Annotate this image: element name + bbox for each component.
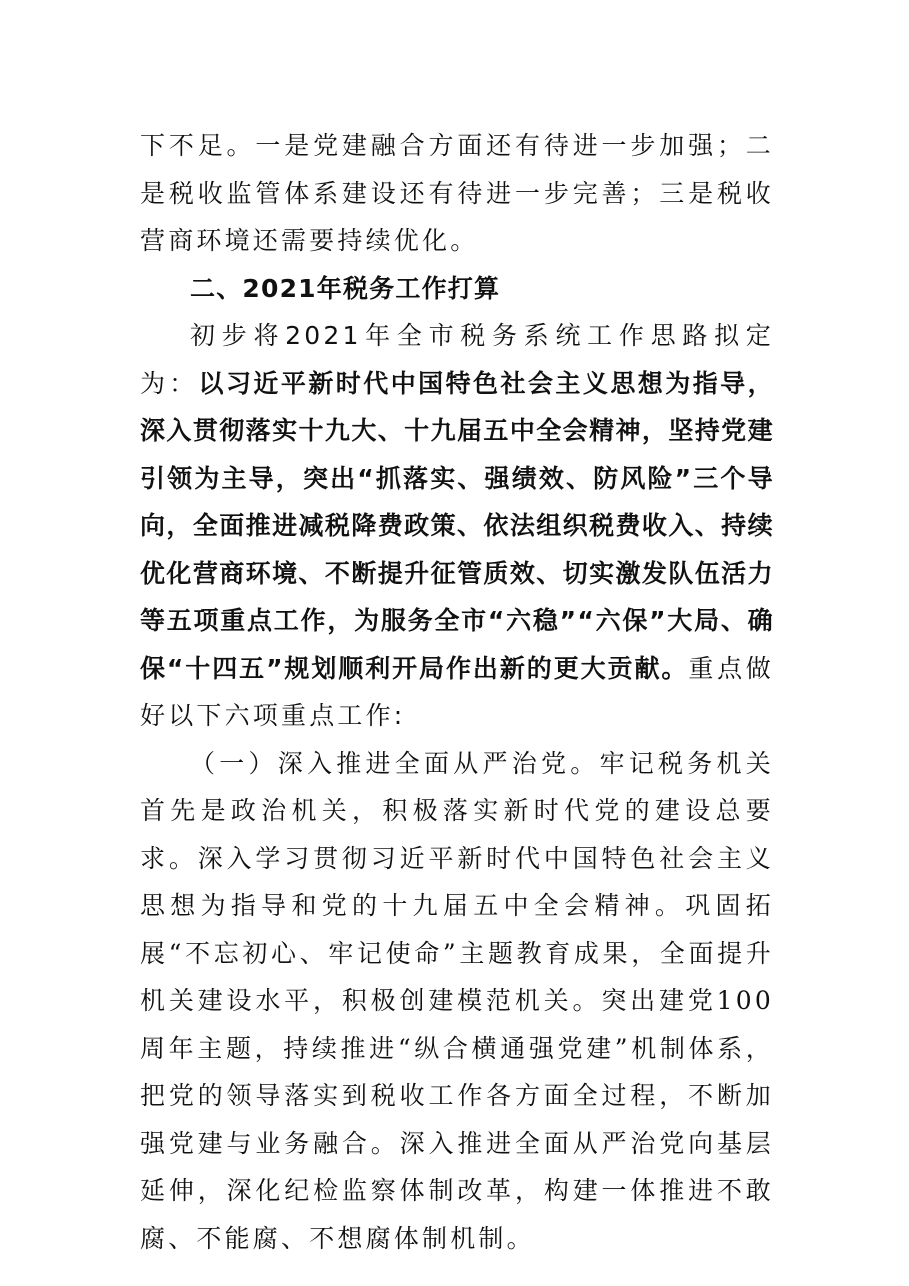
- paragraph-shortcomings: [140, 122, 774, 265]
- party-discipline-subheading: （一）深入推进全面从严治党。: [190, 748, 600, 778]
- section-heading-2021-plan: 二、2021年税务工作打算: [190, 273, 501, 303]
- party-discipline-body: 牢记税务机关首先是政治机关，积极落实新时代党的建设总要求。深入学习贯彻习近平新时代中国特色社会主义思想为指导和党的十九届五中全会精神。巩固拓展“不忘初心、牢记使命”主题教育成果，全面提升机关建设水平，积极创建模范机关。突出建党100周年主题，持续推进“纵合横通强党建”机制体系，把党的领导落实到税收工作各方面全过程，不断加强党建与业务融合。深入推进全面从严治党向基层延伸，深化纪检监察体制改革，构建一体推进不敢腐、不能腐、不想腐体制机制。: [140, 748, 774, 1253]
- paragraph-party-discipline: [140, 740, 774, 1263]
- work-ideas-lead: 初步将2021年全市税务系统工作思路拟定为：: [140, 321, 774, 398]
- paragraph-shortcomings-text: 下不足。一是党建融合方面还有待进一步加强；二是税收监管体系建设还有待进一步完善；三是税收营商环境还需要持续优化。: [140, 131, 774, 255]
- work-ideas-emphasis: 以习近平新时代中国特色社会主义思想为指导，深入贯彻落实十九大、十九届五中全会精神，坚持党建引领为主导，突出“抓落实、强绩效、防风险”三个导向，全面推进减税降费政策、依法组织税费收入、持续优化营商环境、不断提升征管质效、切实激发队伍活力等五项重点工作，为服务全市“六稳”“六保”大局、确保“十四五”规划顺利开局作出新的更大贡献。: [140, 368, 774, 683]
- paragraph-work-ideas: [140, 312, 774, 740]
- document-page: [140, 122, 774, 1262]
- work-ideas-tail: 重点做好以下六项重点工作:: [140, 653, 774, 730]
